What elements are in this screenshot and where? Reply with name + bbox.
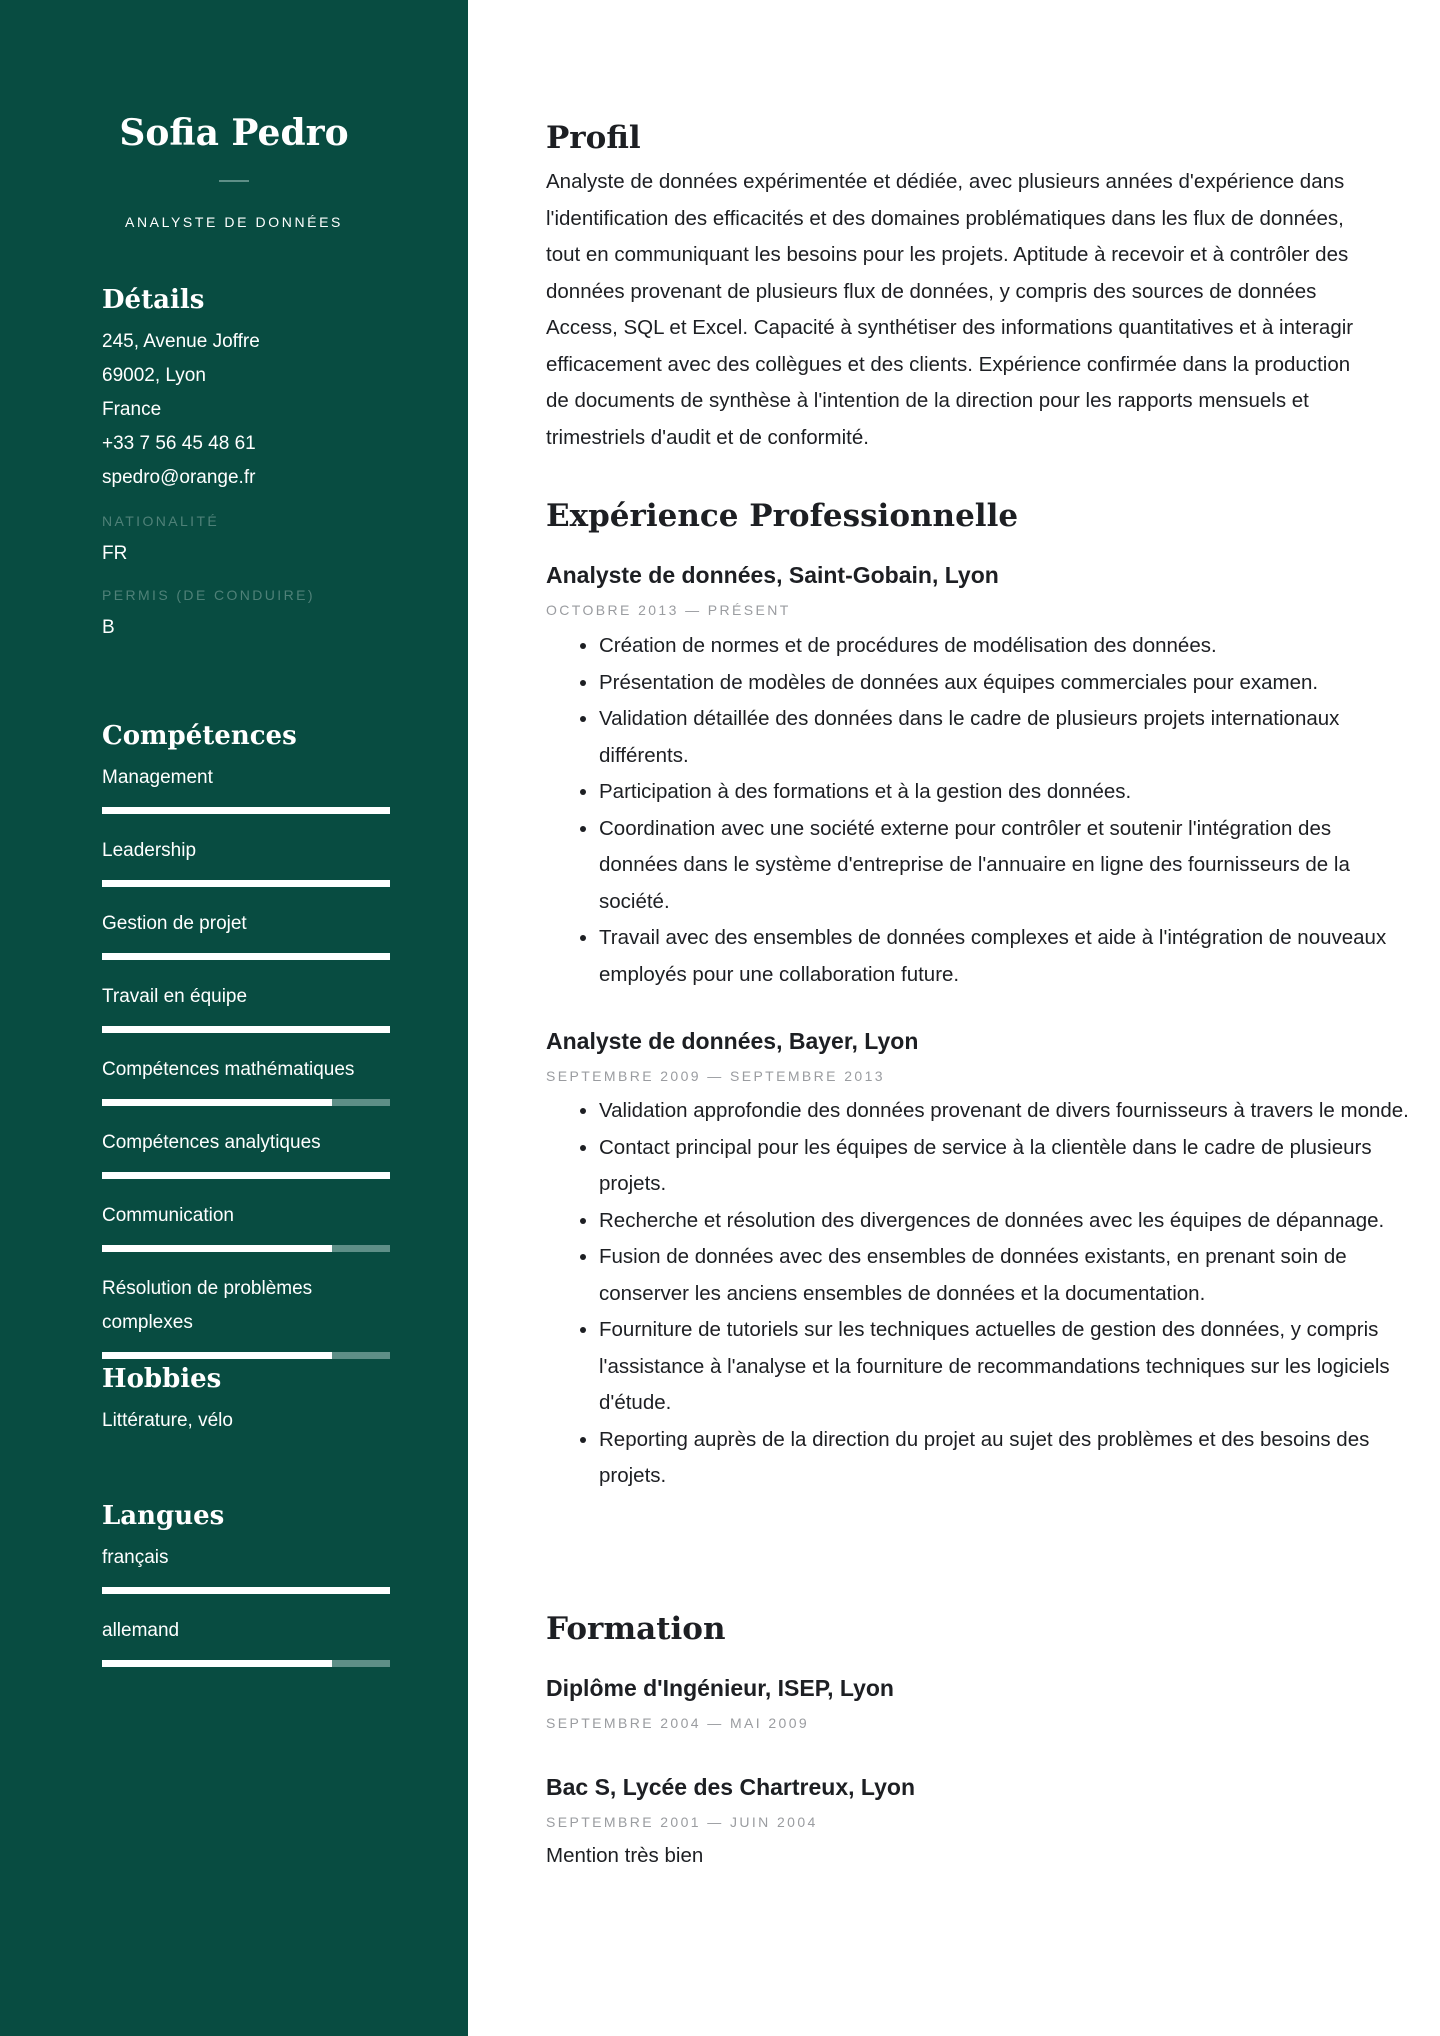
job-bullet: • Validation approfondie des données provenant de divers fournisseurs à travers le monde. [599, 1093, 1409, 1130]
education-dates-2: SEPTEMBRE 2001 — JUIN 2004 [546, 1814, 818, 1830]
skill-label: Compétences analytiques [102, 1132, 321, 1153]
job-bullet: • Présentation de modèles de données aux équipes commerciales pour examen. [599, 665, 1409, 702]
skill-label: Travail en équipe [102, 986, 248, 1007]
nationality-label: NATIONALITÉ [102, 513, 220, 529]
job-bullet: • Participation à des formations et à la gestion des données. [599, 774, 1409, 811]
skill-level-bar [102, 1026, 390, 1033]
education-title-2: Bac S, Lycée des Chartreux, Lyon [546, 1774, 915, 1800]
education-note-2: Mention très bien [546, 1844, 704, 1867]
skill-level-fill [102, 1099, 332, 1106]
license-value: B [102, 617, 115, 638]
name-divider [219, 180, 249, 182]
job-bullet: • Fourniture de tutoriels sur les techniques actuelles de gestion des données, y compris l'assistance à l'analyse et la fourniture de recommandations techniques sur les logiciels d'étude. [599, 1312, 1409, 1422]
languages-heading: Langues [102, 1501, 225, 1531]
skill-label: français [102, 1547, 169, 1568]
country: France [102, 399, 162, 420]
skill-level-bar [102, 1660, 390, 1667]
skill-level-fill [102, 1660, 332, 1667]
profile-text: Analyste de données expérimentée et dédiée, avec plusieurs années d'expérience dans l'identification des efficacités et des domaines problématiques dans les flux de données, tout en communiquant les besoins pour les projets. Aptitude à recevoir et à contrôler des données provenant de plusieurs flux de données, y compris des sources de données Access, SQL et Excel. Capacité à synthétiser des informations quantitatives et à interagir efficacement avec des collègues et des clients. Expérience confirmée dans la production de documents de synthèse à l'intention de la direction pour les rapports mensuels et trimestriels d'audit et de conformité. [546, 170, 1354, 449]
skill-level-bar [102, 1099, 390, 1106]
skill-item [102, 1199, 392, 1252]
skill-level-fill [102, 1352, 332, 1359]
job-bullet: • Création de normes et de procédures de modélisation des données. [599, 628, 1409, 665]
job-bullet: • Fusion de données avec des ensembles de données existants, en prenant soin de conserver les anciens ensembles de données et la documentation. [599, 1239, 1409, 1312]
job-bullets-1 [546, 628, 1409, 993]
skills-section [102, 719, 392, 1379]
job-dates-1: OCTOBRE 2013 — PRÉSENT [546, 602, 791, 618]
skill-label: Gestion de projet [102, 913, 247, 934]
skill-level-fill [102, 1587, 390, 1594]
hobbies-text: Littérature, vélo [102, 1410, 233, 1431]
job-bullet: • Validation détaillée des données dans le cadre de plusieurs projets internationaux différents. [599, 701, 1409, 774]
skill-level-bar [102, 1587, 390, 1594]
skill-item [102, 834, 392, 887]
skill-level-fill [102, 807, 390, 814]
job-bullet: • Recherche et résolution des divergences de données avec les équipes de dépannage. [599, 1203, 1409, 1240]
skill-level-fill [102, 953, 390, 960]
skills-list [102, 761, 392, 1359]
phone-number: +33 7 56 45 48 61 [102, 433, 256, 454]
skill-item [102, 980, 392, 1033]
languages-section [102, 1499, 392, 1687]
skill-item [102, 907, 392, 960]
job-bullet: • Travail avec des ensembles de données complexes et aide à l'intégration de nouveaux employés pour une collaboration future. [599, 920, 1409, 993]
profile-heading: Profil [546, 120, 641, 156]
skill-item [102, 1614, 392, 1667]
skill-level-fill [102, 880, 390, 887]
skill-label: Communication [102, 1205, 234, 1226]
skill-level-fill [102, 1172, 390, 1179]
education-heading: Formation [546, 1611, 726, 1647]
job-bullets-2 [546, 1093, 1409, 1495]
skill-level-fill [102, 1245, 332, 1252]
skill-level-bar [102, 1352, 390, 1359]
skill-item [102, 1541, 392, 1594]
skill-item [102, 1126, 392, 1179]
license-label: PERMIS (DE CONDUIRE) [102, 587, 315, 603]
skill-label: Leadership [102, 840, 197, 861]
languages-list [102, 1541, 392, 1667]
skill-label: Management [102, 767, 213, 788]
skill-label: Résolution de problèmes complexes [102, 1278, 313, 1333]
email-link[interactable]: spedro@orange.fr [102, 467, 256, 488]
hobbies-section [102, 1362, 392, 1438]
skill-level-bar [102, 1245, 390, 1252]
skill-item [102, 1272, 392, 1359]
address-line-2: 69002, Lyon [102, 365, 206, 386]
skill-level-bar [102, 1172, 390, 1179]
candidate-name: Sofia Pedro [119, 112, 349, 154]
job-title-2: Analyste de données, Bayer, Lyon [546, 1028, 919, 1054]
skill-label: Compétences mathématiques [102, 1059, 355, 1080]
candidate-job-title: ANALYSTE DE DONNÉES [125, 214, 343, 230]
skill-level-fill [102, 1026, 390, 1033]
skill-level-bar [102, 953, 390, 960]
details-heading: Détails [102, 285, 205, 315]
job-bullet: • Contact principal pour les équipes de service à la clientèle dans le cadre de plusieurs projets. [599, 1130, 1409, 1203]
job-bullet: • Coordination avec une société externe pour contrôler et soutenir l'intégration des données dans le système d'entreprise de l'annuaire en ligne des fournisseurs de la société. [599, 811, 1409, 921]
job-title-1: Analyste de données, Saint-Gobain, Lyon [546, 562, 999, 588]
skills-heading: Compétences [102, 721, 297, 751]
skill-item [102, 761, 392, 814]
hobbies-heading: Hobbies [102, 1364, 222, 1394]
details-section [102, 283, 392, 645]
skill-level-bar [102, 807, 390, 814]
skill-item [102, 1053, 392, 1106]
nationality-value: FR [102, 543, 128, 564]
skill-level-bar [102, 880, 390, 887]
sidebar [0, 0, 468, 2036]
education-dates-1: SEPTEMBRE 2004 — MAI 2009 [546, 1715, 810, 1731]
education-title-1: Diplôme d'Ingénieur, ISEP, Lyon [546, 1675, 894, 1701]
job-bullet: • Reporting auprès de la direction du projet au sujet des problèmes et des besoins des projets. [599, 1422, 1409, 1495]
address-line-1: 245, Avenue Joffre [102, 331, 260, 352]
experience-heading: Expérience Professionnelle [546, 498, 1019, 534]
skill-label: allemand [102, 1620, 180, 1641]
job-dates-2: SEPTEMBRE 2009 — SEPTEMBRE 2013 [546, 1068, 885, 1084]
